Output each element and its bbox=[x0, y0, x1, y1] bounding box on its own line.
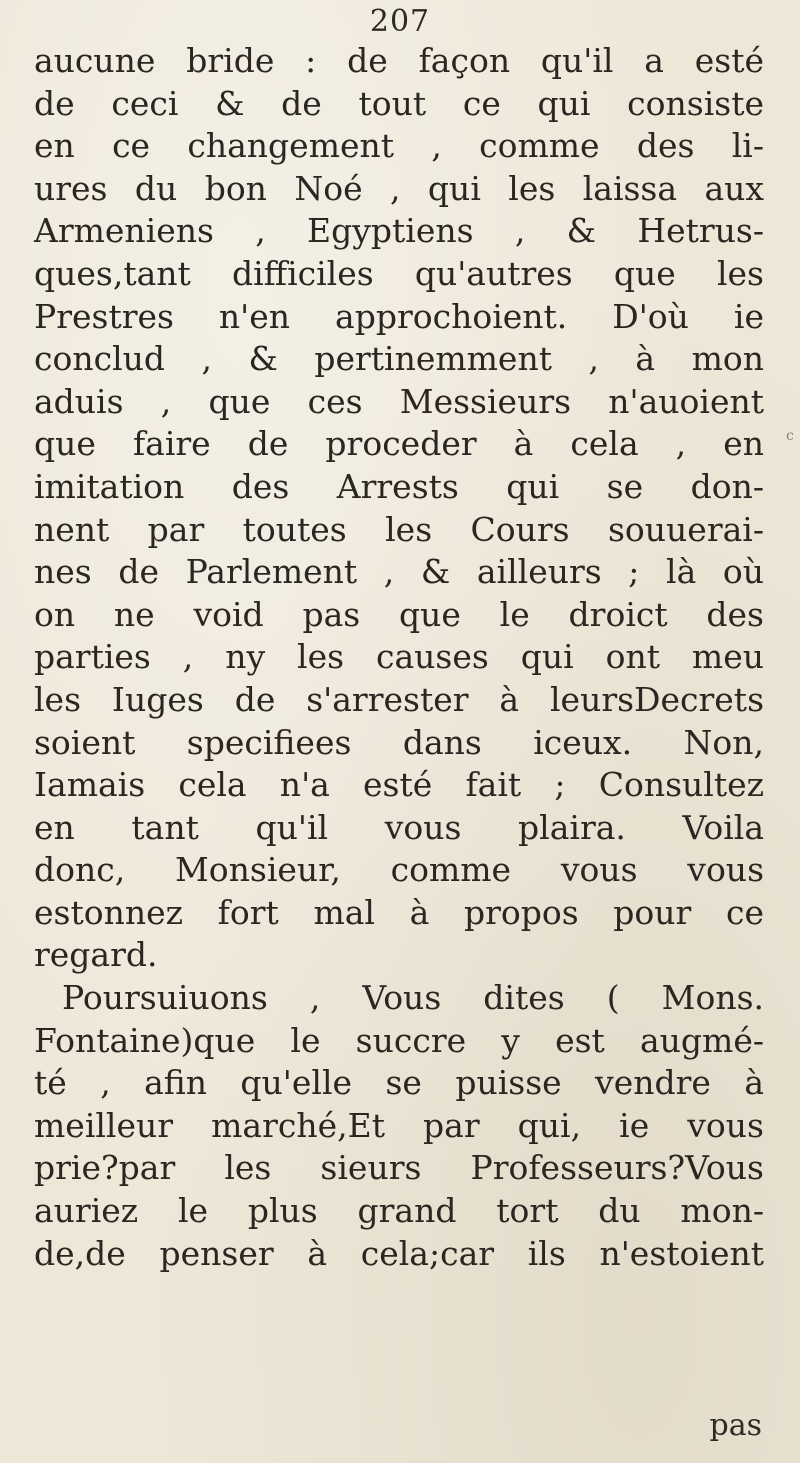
body-text bbox=[34, 40, 764, 1275]
text-line: meilleur marché,Et par qui, ie vous bbox=[34, 1105, 764, 1145]
margin-mark: c bbox=[786, 428, 794, 444]
text-line: nent par toutes les Cours souuerai- bbox=[34, 509, 764, 549]
text-line: en ce changement , comme des li- bbox=[34, 126, 764, 166]
text-line: on ne void pas que le droict des bbox=[34, 594, 764, 634]
text-line: que faire de proceder à cela , en bbox=[34, 424, 764, 464]
text-line: regard. bbox=[34, 935, 158, 975]
text-line: prie?par les sieurs Professeurs?Vous bbox=[34, 1148, 764, 1188]
text-line: les Iuges de s'arrester à leursDecrets bbox=[34, 679, 764, 719]
page-number: 207 bbox=[369, 4, 431, 39]
text-line: aduis , que ces Messieurs n'auoient bbox=[34, 381, 764, 421]
text-line: imitation des Arrests qui se don- bbox=[34, 466, 764, 506]
text-line: nes de Parlement , & ailleurs ; là où bbox=[34, 552, 764, 592]
text-line: estonnez fort mal à propos pour ce bbox=[34, 892, 764, 932]
text-line: soient specifiees dans iceux. Non, bbox=[34, 722, 764, 762]
text-line: Prestres n'en approchoient. D'où ie bbox=[34, 296, 764, 336]
text-line: de,de penser à cela;car ils n'estoient bbox=[34, 1233, 764, 1273]
text-line: ques,tant difficiles qu'autres que les bbox=[34, 253, 764, 293]
text-line: Armeniens , Egyptiens , & Hetrus- bbox=[34, 211, 764, 251]
text-line: de ceci & de tout ce qui consiste bbox=[34, 83, 764, 123]
text-line: Fontaine)que le succre y est augmé- bbox=[34, 1020, 764, 1060]
text-line: Poursuiuons , Vous dites ( Mons. bbox=[62, 978, 764, 1018]
text-line: ures du bon Noé , qui les laissa aux bbox=[34, 168, 764, 208]
text-line: té , afin qu'elle se puisse vendre à bbox=[34, 1063, 764, 1103]
catchword: pas bbox=[709, 1408, 762, 1443]
text-line: en tant qu'il vous plaira. Voila bbox=[34, 807, 764, 847]
text-line: aucune bride : de façon qu'il a esté bbox=[34, 41, 764, 80]
text-line: Iamais cela n'a esté fait ; Consultez bbox=[34, 765, 764, 805]
text-line: donc, Monsieur, comme vous vous bbox=[34, 850, 764, 890]
text-line: conclud , & pertinemment , à mon bbox=[34, 339, 764, 379]
text-line: auriez le plus grand tort du mon- bbox=[34, 1191, 764, 1231]
text-line: parties , ny les causes qui ont meu bbox=[34, 637, 764, 677]
